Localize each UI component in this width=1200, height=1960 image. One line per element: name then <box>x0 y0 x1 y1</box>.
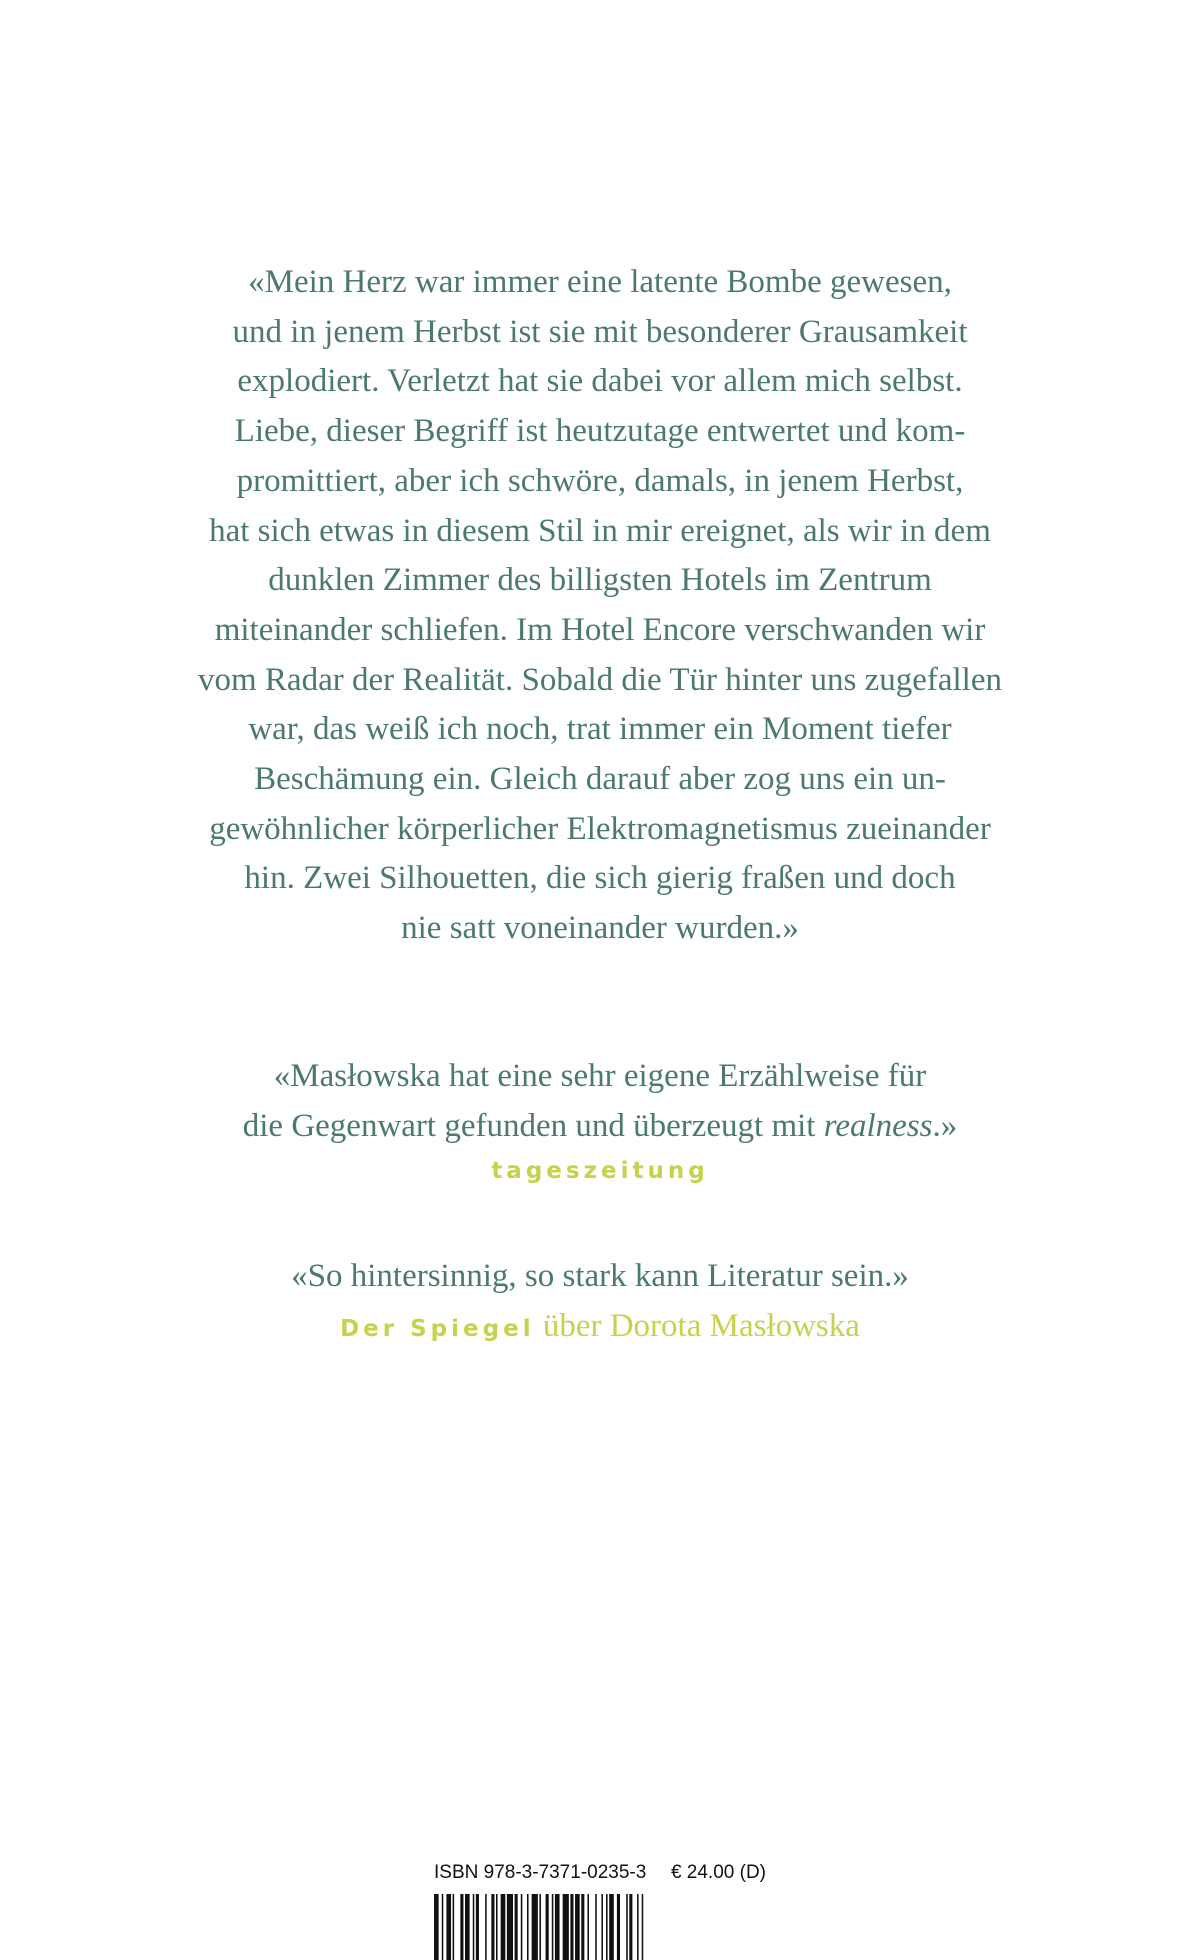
excerpt-line: «Mein Herz war immer eine latente Bombe gewesen, <box>248 264 952 300</box>
barcode-bar <box>460 1894 463 1960</box>
barcode-bar <box>570 1894 573 1960</box>
excerpt-line: hat sich etwas in diesem Stil in mir ereignet, als wir in dem <box>209 512 991 549</box>
price: € 24.00 (D) <box>670 1862 766 1883</box>
barcode-bar <box>473 1894 475 1960</box>
excerpt-line: und in jenem Herbst ist sie mit besonderer Grausamkeit <box>232 313 968 350</box>
excerpt-line: promittiert, aber ich schwöre, damals, in jenem Herbst, <box>236 462 964 499</box>
excerpt-line: war, das weiß ich noch, trat immer ein Moment tiefer <box>248 711 952 748</box>
review-quote-text: die Gegenwart gefunden und überzeugt mit <box>242 1107 824 1144</box>
barcode-bar <box>581 1894 584 1960</box>
barcode-bar <box>609 1894 614 1960</box>
barcode-bar <box>496 1894 498 1960</box>
excerpt-line: gewöhnlicher körperlicher Elektromagnetismus zueinander <box>209 810 991 847</box>
barcode-bar <box>539 1894 541 1960</box>
review-attribution: über Dorota Masłowska <box>534 1307 860 1344</box>
review-quote-line: «So hintersinnig, so stark kann Literatur sein.» <box>291 1258 909 1294</box>
barcode-bar <box>555 1894 560 1960</box>
excerpt-line: vom Radar der Realität. Sobald die Tür hinter uns zugefallen <box>198 661 1002 698</box>
barcode-bar <box>595 1894 597 1960</box>
book-excerpt <box>0 258 1200 954</box>
barcode-bar <box>626 1894 628 1960</box>
barcode-bar <box>546 1894 549 1960</box>
review-quote-closing: .» <box>932 1107 958 1144</box>
barcode-bar <box>446 1894 451 1960</box>
barcode-bar <box>629 1894 632 1960</box>
review-attribution-line <box>0 1302 1200 1355</box>
barcode-bar <box>491 1894 494 1960</box>
review-quote-line: «Masłowska hat eine sehr eigene Erzählweise für <box>273 1058 927 1094</box>
excerpt-line: Beschämung ein. Gleich darauf aber zog uns ein un- <box>254 761 946 798</box>
excerpt-line: nie satt voneinander wurden.» <box>401 910 799 947</box>
barcode <box>434 1894 766 1960</box>
barcode-bar <box>515 1894 518 1960</box>
excerpt-line: miteinander schliefen. Im Hotel Encore verschwanden wir <box>214 611 986 648</box>
review-quote-line <box>0 1102 1200 1152</box>
isbn-number: ISBN 978-3-7371-0235-3 <box>434 1862 647 1883</box>
barcode-bar <box>465 1894 470 1960</box>
excerpt-line: Liebe, dieser Begriff ist heutzutage entwertet und kom- <box>234 413 966 450</box>
barcode-bar <box>476 1894 479 1960</box>
review-source: Der Spiegel <box>340 1315 535 1342</box>
excerpt-line: dunklen Zimmer des billigsten Hotels im Zentrum <box>268 562 932 599</box>
review-source: tageszeitung <box>491 1158 709 1185</box>
barcode-bar <box>637 1894 639 1960</box>
barcode-bar <box>485 1894 487 1960</box>
excerpt-line: hin. Zwei Silhouetten, die sich gierig fraßen und doch <box>244 860 956 897</box>
barcode-bar <box>606 1894 608 1960</box>
barcode-bar <box>527 1894 529 1960</box>
review-spiegel <box>0 1252 1200 1354</box>
barcode-bar <box>617 1894 620 1960</box>
isbn-line <box>434 1862 766 1884</box>
barcode-bar <box>552 1894 554 1960</box>
barcode-bar <box>563 1894 569 1960</box>
barcode-bar <box>642 1894 644 1960</box>
barcode-bar <box>575 1894 580 1960</box>
barcode-bar <box>587 1894 589 1960</box>
barcode-bar <box>601 1894 603 1960</box>
barcode-bar <box>442 1894 444 1960</box>
barcode-bar <box>507 1894 513 1960</box>
barcode-bar <box>501 1894 506 1960</box>
barcode-bar <box>453 1894 455 1960</box>
barcode-bar <box>434 1894 439 1960</box>
barcode-bar <box>532 1894 538 1960</box>
review-quote-emphasis: realness <box>823 1107 933 1144</box>
review-tageszeitung <box>0 1052 1200 1191</box>
excerpt-line: explodiert. Verletzt hat sie dabei vor allem mich selbst. <box>237 363 963 400</box>
barcode-bar <box>521 1894 523 1960</box>
isbn-block <box>434 1862 766 1960</box>
